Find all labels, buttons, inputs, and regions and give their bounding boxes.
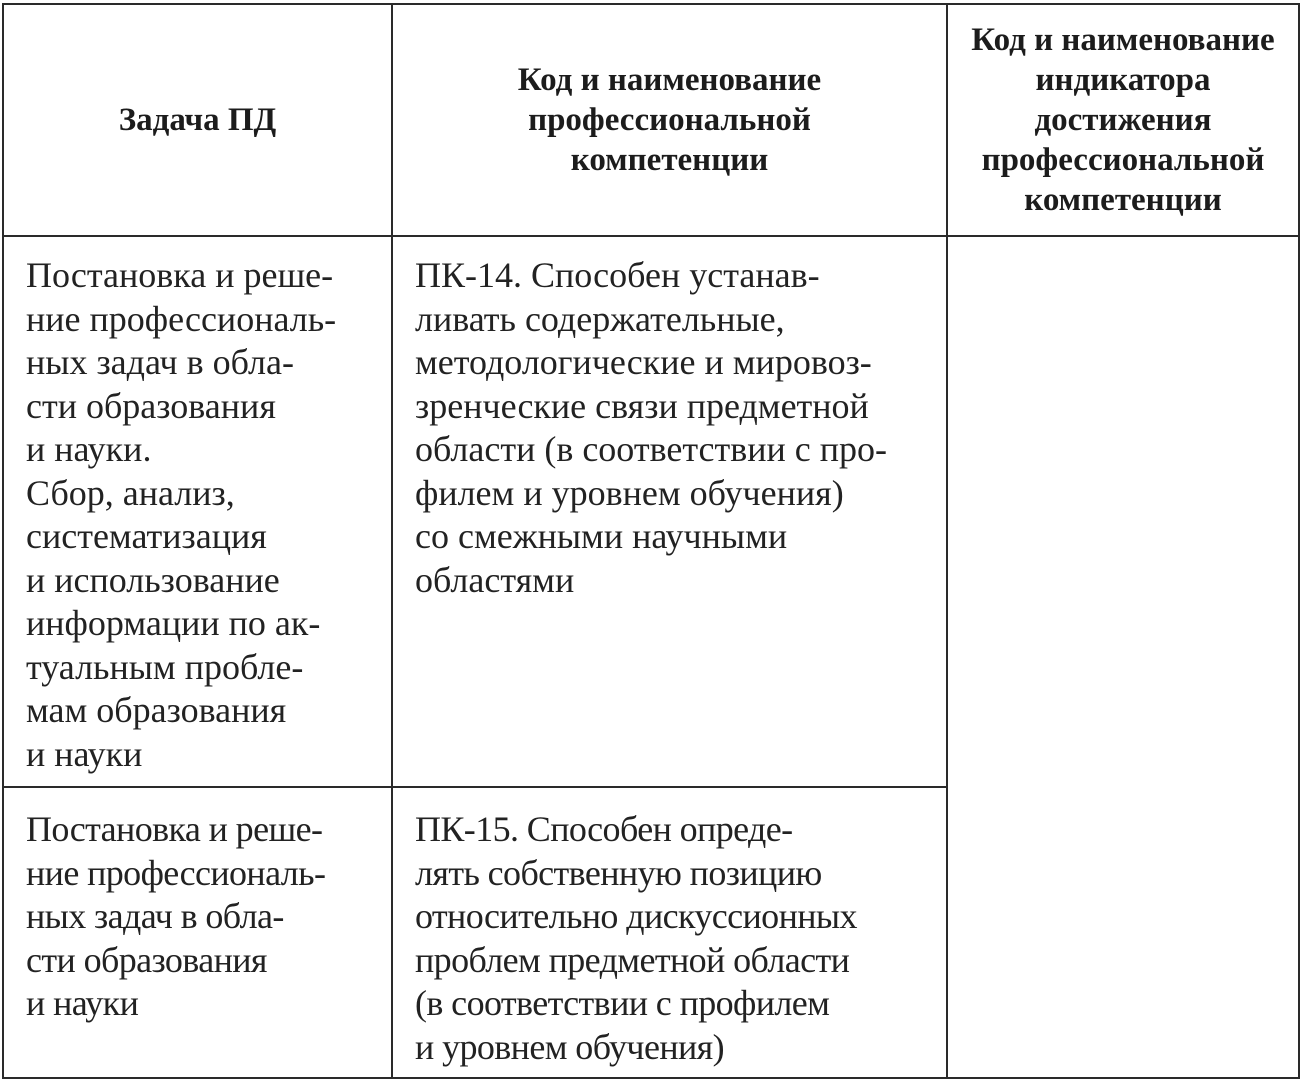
header-task: Задача ПД: [118, 102, 277, 138]
row2-competence: ПК-15. Способен опреде- лять собственную позицию относительно дискуссионных проблем предметной области (в соответствии с профилем и уровнем обучения): [415, 809, 857, 1067]
row-divider: [4, 786, 948, 788]
header-competence: Код и наименование профессиональной компетенции: [517, 62, 822, 178]
row1-competence: ПК-14. Способен устанав- ливать содержательные, методологические и мировоз- зренческие связи предметной области (в соответствии с про- филем и уровнем обучения) со смежными научными областями: [415, 255, 887, 600]
indicator-cell: [948, 237, 1298, 1077]
row1-task: Постановка и реше- ние профессиональ- ных задач в обла- сти образования и науки. Сбор, анализ, систематизация и использование информации по ак- туальным пробле- мам образования и науки: [26, 255, 337, 774]
row2-task: Постановка и реше- ние профессиональ- ных задач в обла- сти образования и науки: [26, 809, 326, 1023]
header-indicator: Код и наименование индикатора достижения профессиональной компетенции: [971, 22, 1275, 218]
competence-table: [2, 3, 1300, 1079]
